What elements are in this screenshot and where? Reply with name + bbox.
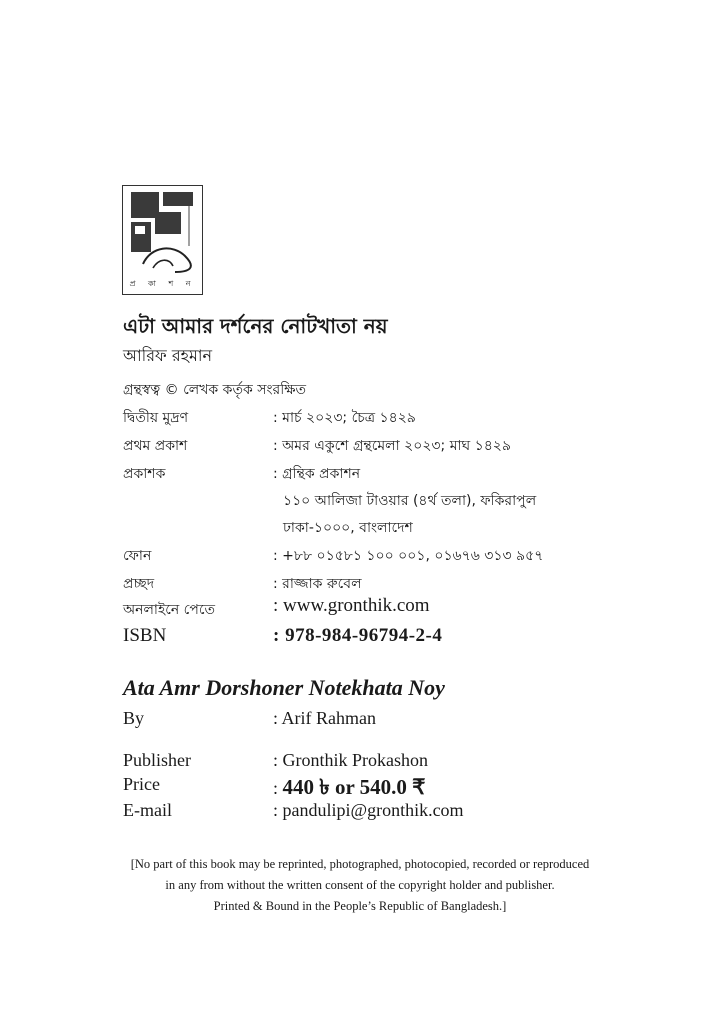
- notice-line: [No part of this book may be reprinted, photographed, photocopied, recorded or reproduced: [130, 857, 590, 871]
- copyright-line: গ্রন্থস্বত্ব © লেখক কর্তৃক সংরক্ষিত: [123, 382, 307, 398]
- publisher-logo: [122, 185, 203, 295]
- website-link[interactable]: : www.gronthik.com: [273, 595, 430, 616]
- email-label: E-mail: [123, 800, 172, 820]
- detail-value: : রাজ্জাক রুবেল: [273, 576, 362, 592]
- by-value: : Arif Rahman: [273, 708, 376, 728]
- isbn-label: ISBN: [123, 625, 167, 646]
- detail-label: প্রচ্ছদ: [123, 576, 155, 592]
- detail-label: প্রথম প্রকাশ: [123, 438, 188, 454]
- detail-value: : মার্চ ২০২৩; চৈত্র ১৪২৯: [273, 410, 416, 426]
- by-label: By: [123, 708, 145, 728]
- publisher-label: Publisher: [123, 750, 192, 770]
- detail-value: : অমর একুশে গ্রন্থমেলা ২০২৩; মাঘ ১৪২৯: [273, 438, 511, 454]
- price-colon: :: [273, 778, 283, 798]
- notice-line: in any from without the written consent of the copyright holder and publisher.: [165, 878, 555, 892]
- logo-caption: প্র কা শ ন: [129, 279, 196, 288]
- isbn-value: : 978-984-96794-2-4: [273, 625, 443, 646]
- book-title-en: Ata Amr Dorshoner Notekhata Noy: [123, 675, 445, 700]
- rights-notice: [100, 854, 620, 917]
- book-title-bn: এটা আমার দর্শনের নোটখাতা নয়: [123, 314, 388, 338]
- detail-label: ফোন: [123, 548, 152, 564]
- detail-value: : গ্রন্থিক প্রকাশন: [273, 466, 361, 482]
- author-name-bn: আরিফ রহমান: [123, 346, 213, 365]
- detail-label: প্রকাশক: [123, 466, 166, 482]
- email-value[interactable]: : pandulipi@gronthik.com: [273, 800, 464, 820]
- publisher-value: : Gronthik Prokashon: [273, 750, 428, 770]
- detail-value: ঢাকা-১০০০, বাংলাদেশ: [283, 520, 413, 536]
- detail-label: অনলাইনে পেতে: [123, 602, 215, 618]
- logo-mark-icon: [123, 186, 202, 281]
- detail-value: ১১০ আলিজা টাওয়ার (৪র্থ তলা), ফকিরাপুল: [283, 493, 537, 509]
- detail-label: দ্বিতীয় মুদ্রণ: [123, 410, 189, 426]
- price-label: Price: [123, 774, 160, 794]
- price-value: 440 ৳ or 540.0 ₹: [282, 775, 426, 799]
- notice-line: Printed & Bound in the People’s Republic of Bangladesh.]: [213, 899, 507, 913]
- detail-value: : +৮৮ ০১৫৮১ ১০০ ০০১, ০১৬৭৬ ৩১৩ ৯৫৭: [273, 548, 544, 564]
